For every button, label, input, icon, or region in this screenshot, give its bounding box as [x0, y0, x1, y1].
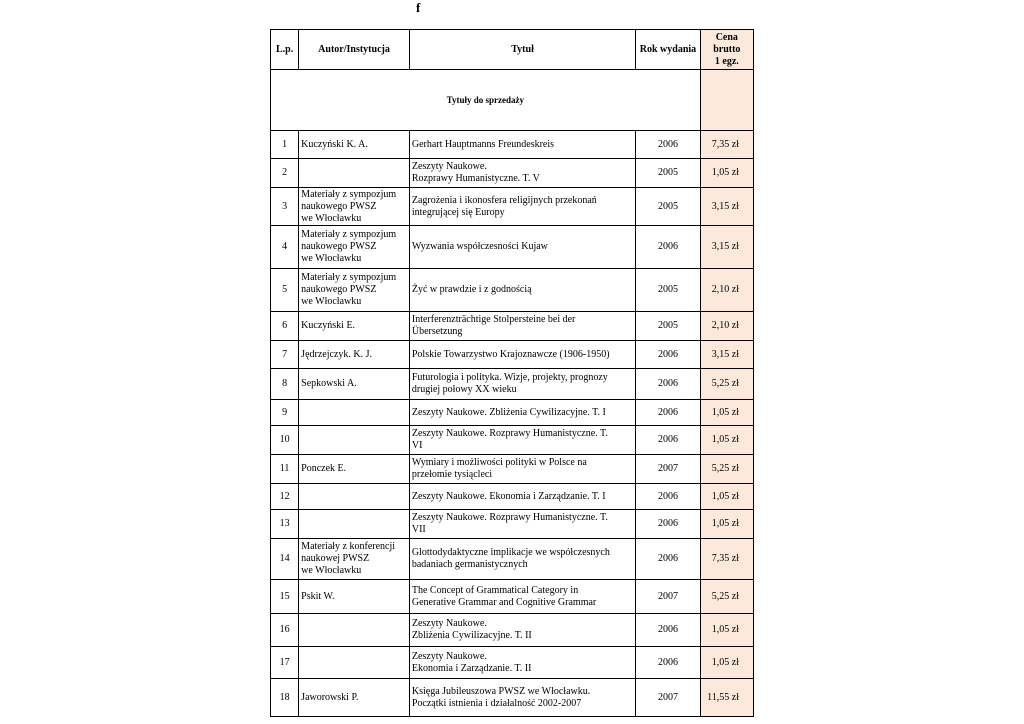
row-title-cell: Glottodydaktyczne implikacje we współczesnych badaniach germanistycznych — [409, 539, 635, 580]
header-row — [271, 30, 754, 70]
row-price-cell: 11,55 zł — [700, 679, 753, 717]
row-lp-cell: 18 — [271, 679, 299, 717]
table-row — [271, 426, 754, 455]
row-year-cell: 2006 — [636, 539, 700, 580]
row-lp-cell: 6 — [271, 312, 299, 341]
row-title-cell: Zagrożenia i ikonosfera religijnych przekonań integrującej się Europy — [409, 188, 635, 226]
row-author-cell: Materiały z konferencji naukowej PWSZ we Włocławku — [299, 539, 410, 580]
row-lp-cell: 12 — [271, 484, 299, 510]
row-author-cell: Ponczek E. — [299, 455, 410, 484]
row-title-cell: The Concept of Grammatical Category in Generative Grammar and Cognitive Grammar — [409, 580, 635, 614]
row-author-cell: Kuczyński E. — [299, 312, 410, 341]
table-row — [271, 679, 754, 717]
header-price-line1: Cena brutto — [713, 31, 741, 55]
row-lp-cell: 7 — [271, 341, 299, 369]
table-row — [271, 131, 754, 159]
row-author-cell: Materiały z sympozjum naukowego PWSZ we Włocławku — [299, 269, 410, 312]
row-title-cell: Zeszyty Naukowe. Zbliżenia Cywilizacyjne. T. I — [409, 400, 635, 426]
table-row — [271, 226, 754, 269]
row-year-cell: 2007 — [636, 580, 700, 614]
row-price-cell: 3,15 zł — [700, 341, 753, 369]
table-row — [271, 188, 754, 226]
row-title-cell: Zeszyty Naukowe. Ekonomia i Zarządzanie. T. I — [409, 484, 635, 510]
header-year: Rok wydania — [636, 30, 700, 70]
row-price-cell: 7,35 zł — [700, 131, 753, 159]
row-author-cell: Jędrzejczyk. K. J. — [299, 341, 410, 369]
row-lp-cell: 5 — [271, 269, 299, 312]
table-row — [271, 400, 754, 426]
row-lp-cell: 4 — [271, 226, 299, 269]
row-price-cell: 5,25 zł — [700, 369, 753, 400]
row-price-cell: 3,15 zł — [700, 188, 753, 226]
row-author-cell — [299, 484, 410, 510]
table-row — [271, 614, 754, 647]
section-row — [271, 70, 754, 131]
row-price-cell: 5,25 zł — [700, 455, 753, 484]
row-price-cell: 1,05 zł — [700, 510, 753, 539]
table-row — [271, 539, 754, 580]
row-author-cell — [299, 614, 410, 647]
row-year-cell: 2005 — [636, 269, 700, 312]
row-year-cell: 2007 — [636, 455, 700, 484]
section-label: Tytuły do sprzedaży — [271, 70, 701, 131]
row-author-cell: Sepkowski A. — [299, 369, 410, 400]
row-lp-cell: 16 — [271, 614, 299, 647]
row-price-cell: 1,05 zł — [700, 426, 753, 455]
row-lp-cell: 1 — [271, 131, 299, 159]
row-lp-cell: 15 — [271, 580, 299, 614]
row-year-cell: 2007 — [636, 679, 700, 717]
row-year-cell: 2006 — [636, 647, 700, 679]
row-price-cell: 1,05 zł — [700, 614, 753, 647]
row-title-cell: Zeszyty Naukowe. Zbliżenia Cywilizacyjne. T. II — [409, 614, 635, 647]
row-title-cell: Interferenzträchtige Stolpersteine bei der Übersetzung — [409, 312, 635, 341]
row-author-cell — [299, 159, 410, 188]
row-title-cell: Wyzwania współczesności Kujaw — [409, 226, 635, 269]
row-price-cell: 1,05 zł — [700, 400, 753, 426]
row-year-cell: 2006 — [636, 400, 700, 426]
row-year-cell: 2006 — [636, 226, 700, 269]
row-author-cell: Jaworowski P. — [299, 679, 410, 717]
row-title-cell: Zeszyty Naukowe. Rozprawy Humanistyczne. T. VII — [409, 510, 635, 539]
row-price-cell: 1,05 zł — [700, 647, 753, 679]
row-year-cell: 2005 — [636, 159, 700, 188]
row-year-cell: 2006 — [636, 614, 700, 647]
row-lp-cell: 10 — [271, 426, 299, 455]
row-title-cell: Zeszyty Naukowe. Rozprawy Humanistyczne. T. VI — [409, 426, 635, 455]
row-title-cell: Zeszyty Naukowe. Rozprawy Humanistyczne. T. V — [409, 159, 635, 188]
row-title-cell: Wymiary i możliwości polityki w Polsce na przełomie tysiącleci — [409, 455, 635, 484]
table-row — [271, 269, 754, 312]
row-lp-cell: 14 — [271, 539, 299, 580]
row-year-cell: 2006 — [636, 510, 700, 539]
row-price-cell: 2,10 zł — [700, 312, 753, 341]
row-author-cell: Materiały z sympozjum naukowego PWSZ we Włocławku — [299, 226, 410, 269]
table-row — [271, 369, 754, 400]
header-author: Autor/Instytucja — [299, 30, 410, 70]
table-row — [271, 455, 754, 484]
section-price-cell — [700, 70, 753, 131]
table-row — [271, 159, 754, 188]
row-author-cell — [299, 647, 410, 679]
row-price-cell: 7,35 zł — [700, 539, 753, 580]
row-price-cell: 1,05 zł — [700, 484, 753, 510]
row-year-cell: 2006 — [636, 131, 700, 159]
row-title-cell: Księga Jubileuszowa PWSZ we Włocławku. Początki istnienia i działalność 2002-2007 — [409, 679, 635, 717]
row-title-cell: Futurologia i polityka. Wizje, projekty, prognozy drugiej połowy XX wieku — [409, 369, 635, 400]
table-row — [271, 312, 754, 341]
row-lp-cell: 2 — [271, 159, 299, 188]
row-year-cell: 2006 — [636, 484, 700, 510]
row-author-cell: Kuczyński K. A. — [299, 131, 410, 159]
row-year-cell: 2005 — [636, 312, 700, 341]
row-lp-cell: 3 — [271, 188, 299, 226]
row-year-cell: 2005 — [636, 188, 700, 226]
row-author-cell: Pskit W. — [299, 580, 410, 614]
header-lp: L.p. — [271, 30, 299, 70]
header-price-line2: 1 egz. — [714, 55, 739, 67]
row-author-cell — [299, 510, 410, 539]
price-list-table — [270, 29, 754, 717]
table-row — [271, 580, 754, 614]
row-lp-cell: 11 — [271, 455, 299, 484]
table-row — [271, 510, 754, 539]
row-price-cell: 5,25 zł — [700, 580, 753, 614]
row-year-cell: 2006 — [636, 369, 700, 400]
table-row — [271, 484, 754, 510]
row-author-cell — [299, 400, 410, 426]
row-lp-cell: 13 — [271, 510, 299, 539]
page-mark: f — [416, 0, 421, 15]
row-lp-cell: 17 — [271, 647, 299, 679]
header-title: Tytuł — [409, 30, 635, 70]
row-price-cell: 2,10 zł — [700, 269, 753, 312]
row-title-cell: Zeszyty Naukowe. Ekonomia i Zarządzanie. T. II — [409, 647, 635, 679]
table-row — [271, 647, 754, 679]
row-lp-cell: 9 — [271, 400, 299, 426]
row-title-cell: Żyć w prawdzie i z godnością — [409, 269, 635, 312]
header-price — [700, 30, 753, 70]
table-row — [271, 341, 754, 369]
row-author-cell — [299, 426, 410, 455]
row-title-cell: Gerhart Hauptmanns Freundeskreis — [409, 131, 635, 159]
row-year-cell: 2006 — [636, 426, 700, 455]
row-price-cell: 3,15 zł — [700, 226, 753, 269]
row-year-cell: 2006 — [636, 341, 700, 369]
row-lp-cell: 8 — [271, 369, 299, 400]
row-price-cell: 1,05 zł — [700, 159, 753, 188]
row-author-cell: Materiały z sympozjum naukowego PWSZ we Włocławku — [299, 188, 410, 226]
row-title-cell: Polskie Towarzystwo Krajoznawcze (1906-1950) — [409, 341, 635, 369]
